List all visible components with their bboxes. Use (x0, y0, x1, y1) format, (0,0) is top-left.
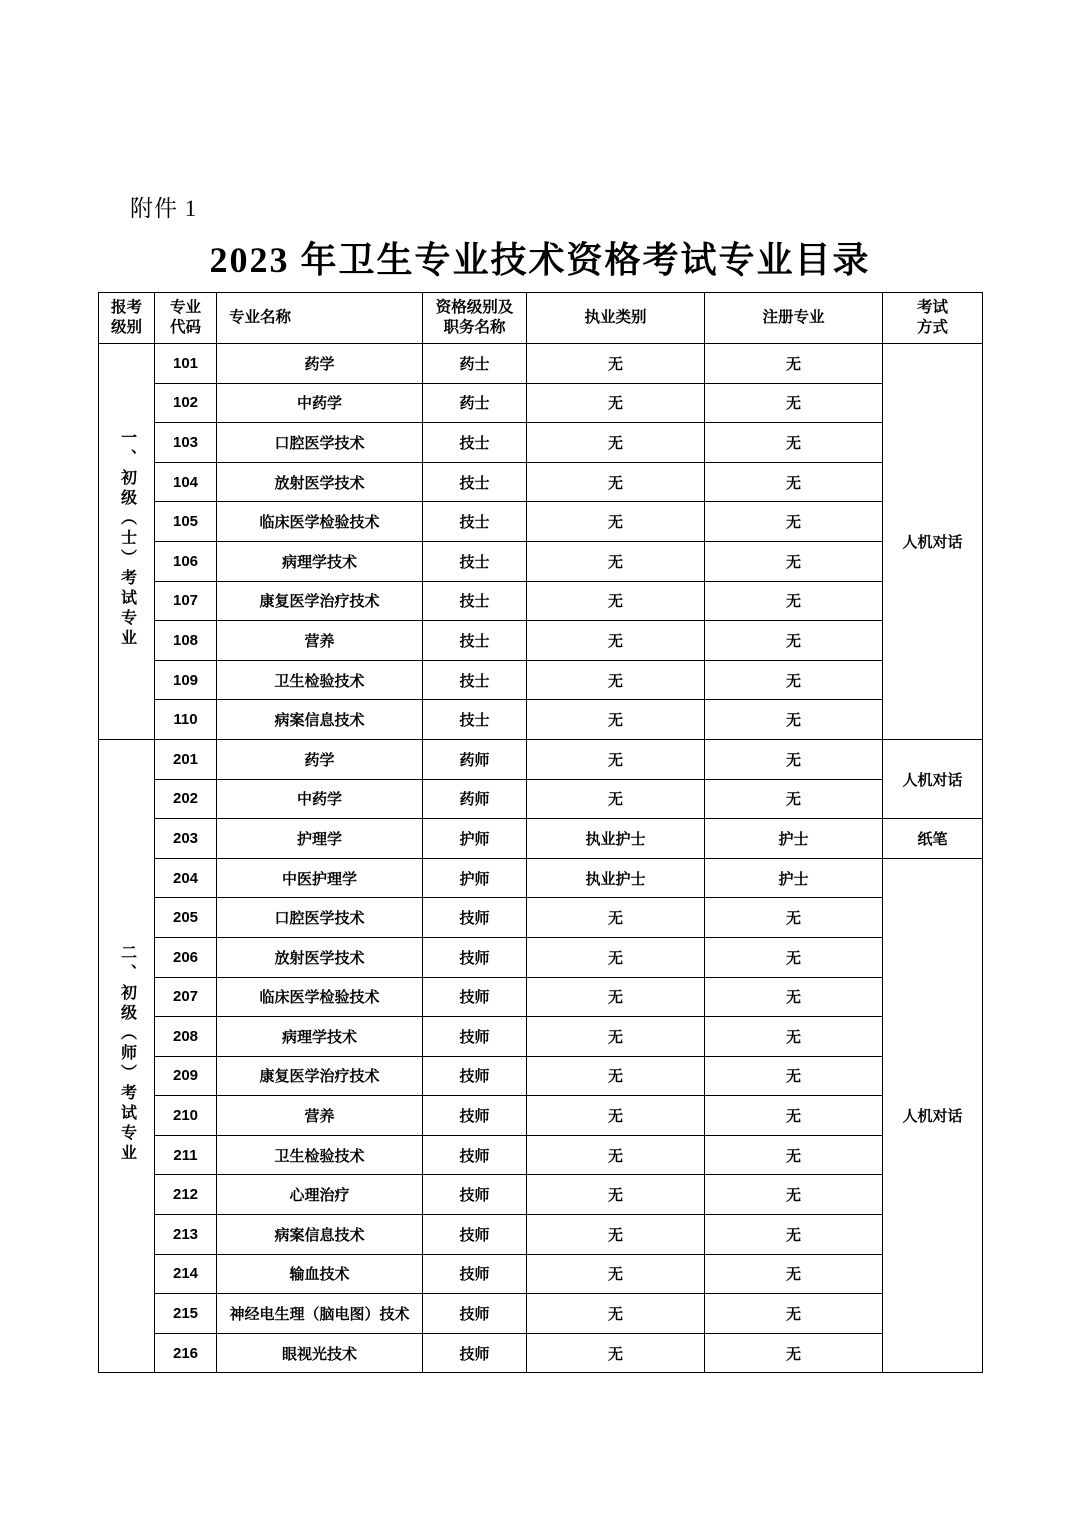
cell-name: 放射医学技术 (217, 462, 423, 502)
column-header-level (99, 293, 155, 344)
cell-grade: 护师 (423, 819, 527, 859)
cell-register: 无 (705, 700, 883, 740)
column-header-register: 注册专业 (705, 293, 883, 344)
cell-grade: 技师 (423, 977, 527, 1017)
table-row (99, 700, 983, 740)
cell-register: 无 (705, 1294, 883, 1334)
cell-grade: 技士 (423, 502, 527, 542)
cell-code: 104 (155, 462, 217, 502)
cell-code: 102 (155, 383, 217, 423)
cell-register: 无 (705, 383, 883, 423)
cell-grade: 技师 (423, 1096, 527, 1136)
column-header-grade (423, 293, 527, 344)
cell-register: 无 (705, 937, 883, 977)
table-row (99, 779, 983, 819)
cell-grade: 药士 (423, 383, 527, 423)
cell-grade: 技士 (423, 423, 527, 463)
cell-grade: 技士 (423, 541, 527, 581)
cell-name: 临床医学检验技术 (217, 977, 423, 1017)
table-row (99, 819, 983, 859)
cell-code: 109 (155, 660, 217, 700)
cell-practice: 无 (527, 462, 705, 502)
cell-practice: 无 (527, 977, 705, 1017)
level-group-cell (99, 739, 155, 1373)
cell-practice: 无 (527, 1294, 705, 1334)
cell-grade: 技师 (423, 1056, 527, 1096)
cell-name: 输血技术 (217, 1254, 423, 1294)
cell-practice: 无 (527, 898, 705, 938)
table-row (99, 1175, 983, 1215)
cell-register: 无 (705, 898, 883, 938)
cell-code: 211 (155, 1135, 217, 1175)
cell-practice: 执业护士 (527, 819, 705, 859)
cell-name: 中药学 (217, 779, 423, 819)
cell-name: 康复医学治疗技术 (217, 1056, 423, 1096)
cell-practice: 无 (527, 1254, 705, 1294)
page-title: 2023 年卫生专业技术资格考试专业目录 (209, 240, 871, 280)
table-row (99, 1215, 983, 1255)
table-row (99, 383, 983, 423)
table-row (99, 1017, 983, 1057)
cell-practice: 无 (527, 700, 705, 740)
cell-practice: 无 (527, 739, 705, 779)
cell-name: 眼视光技术 (217, 1333, 423, 1373)
cell-practice: 无 (527, 383, 705, 423)
column-header-level-line2: 级别 (110, 319, 142, 336)
cell-exam-method: 人机对话 (883, 858, 983, 1373)
table-row (99, 660, 983, 700)
cell-grade: 技师 (423, 1175, 527, 1215)
cell-grade: 技师 (423, 1135, 527, 1175)
cell-name: 神经电生理（脑电图）技术 (217, 1294, 423, 1334)
cell-practice: 无 (527, 1056, 705, 1096)
cell-grade: 药士 (423, 344, 527, 384)
cell-name: 放射医学技术 (217, 937, 423, 977)
table-row (99, 1096, 983, 1136)
cell-code: 206 (155, 937, 217, 977)
cell-name: 营养 (217, 621, 423, 661)
table-row (99, 1294, 983, 1334)
table-row (99, 858, 983, 898)
cell-register: 护士 (705, 819, 883, 859)
table-body (99, 344, 983, 1373)
cell-register: 无 (705, 581, 883, 621)
cell-grade: 技士 (423, 660, 527, 700)
column-header-name: 专业名称 (217, 293, 423, 344)
cell-name: 中药学 (217, 383, 423, 423)
cell-code: 212 (155, 1175, 217, 1215)
cell-code: 208 (155, 1017, 217, 1057)
cell-exam-method: 人机对话 (883, 739, 983, 818)
cell-code: 105 (155, 502, 217, 542)
cell-code: 203 (155, 819, 217, 859)
cell-name: 中医护理学 (217, 858, 423, 898)
cell-code: 101 (155, 344, 217, 384)
cell-grade: 技师 (423, 1254, 527, 1294)
cell-register: 无 (705, 541, 883, 581)
cell-code: 214 (155, 1254, 217, 1294)
attachment-label: 附件 1 (130, 196, 198, 221)
cell-name: 口腔医学技术 (217, 423, 423, 463)
cell-grade: 药师 (423, 779, 527, 819)
cell-grade: 技师 (423, 937, 527, 977)
cell-register: 无 (705, 344, 883, 384)
cell-name: 口腔医学技术 (217, 898, 423, 938)
cell-name: 卫生检验技术 (217, 1135, 423, 1175)
cell-code: 107 (155, 581, 217, 621)
cell-register: 无 (705, 977, 883, 1017)
table-row (99, 581, 983, 621)
cell-code: 106 (155, 541, 217, 581)
table-row (99, 462, 983, 502)
column-header-method (883, 293, 983, 344)
cell-code: 207 (155, 977, 217, 1017)
level-group-cell (99, 344, 155, 740)
cell-code: 215 (155, 1294, 217, 1334)
cell-name: 病理学技术 (217, 541, 423, 581)
cell-code: 205 (155, 898, 217, 938)
cell-code: 209 (155, 1056, 217, 1096)
cell-name: 病案信息技术 (217, 1215, 423, 1255)
cell-code: 204 (155, 858, 217, 898)
column-header-practice: 执业类别 (527, 293, 705, 344)
cell-exam-method: 纸笔 (883, 819, 983, 859)
column-header-method-line1: 考试 (916, 298, 948, 316)
cell-practice: 无 (527, 779, 705, 819)
cell-name: 临床医学检验技术 (217, 502, 423, 542)
table-row (99, 937, 983, 977)
cell-register: 无 (705, 423, 883, 463)
cell-register: 无 (705, 1056, 883, 1096)
cell-register: 护士 (705, 858, 883, 898)
cell-register: 无 (705, 502, 883, 542)
cell-register: 无 (705, 779, 883, 819)
cell-grade: 药师 (423, 739, 527, 779)
column-header-code-line1: 专业 (169, 298, 201, 316)
table-row (99, 1254, 983, 1294)
cell-register: 无 (705, 462, 883, 502)
cell-register: 无 (705, 1175, 883, 1215)
cell-grade: 护师 (423, 858, 527, 898)
cell-grade: 技士 (423, 462, 527, 502)
cell-name: 营养 (217, 1096, 423, 1136)
cell-practice: 无 (527, 1135, 705, 1175)
cell-grade: 技士 (423, 581, 527, 621)
table-header-row (99, 293, 983, 344)
table-header (99, 293, 983, 344)
cell-register: 无 (705, 1017, 883, 1057)
cell-code: 103 (155, 423, 217, 463)
cell-practice: 无 (527, 621, 705, 661)
cell-practice: 无 (527, 1175, 705, 1215)
cell-register: 无 (705, 1215, 883, 1255)
table-row (99, 739, 983, 779)
catalog-table (98, 292, 983, 1373)
cell-code: 213 (155, 1215, 217, 1255)
cell-register: 无 (705, 621, 883, 661)
cell-practice: 无 (527, 1096, 705, 1136)
cell-register: 无 (705, 1096, 883, 1136)
table-row (99, 1135, 983, 1175)
cell-practice: 无 (527, 660, 705, 700)
cell-name: 病案信息技术 (217, 700, 423, 740)
cell-name: 卫生检验技术 (217, 660, 423, 700)
cell-grade: 技师 (423, 1294, 527, 1334)
cell-code: 202 (155, 779, 217, 819)
cell-practice: 无 (527, 1215, 705, 1255)
cell-name: 病理学技术 (217, 1017, 423, 1057)
cell-name: 药学 (217, 344, 423, 384)
cell-code: 201 (155, 739, 217, 779)
cell-register: 无 (705, 1254, 883, 1294)
table-row (99, 1056, 983, 1096)
table-row (99, 423, 983, 463)
cell-practice: 无 (527, 1017, 705, 1057)
column-header-grade-line1: 资格级别及 (435, 298, 514, 316)
cell-exam-method: 人机对话 (883, 344, 983, 740)
column-header-level-line1: 报考 (110, 298, 142, 316)
cell-code: 210 (155, 1096, 217, 1136)
level-group-label: 一、初级（士）考试专业 (118, 429, 136, 650)
table-row (99, 541, 983, 581)
cell-practice: 无 (527, 344, 705, 384)
table-row (99, 502, 983, 542)
cell-grade: 技士 (423, 700, 527, 740)
cell-practice: 无 (527, 502, 705, 542)
cell-practice: 无 (527, 937, 705, 977)
cell-practice: 执业护士 (527, 858, 705, 898)
table-row (99, 621, 983, 661)
column-header-grade-line2: 职务名称 (443, 319, 506, 336)
cell-practice: 无 (527, 581, 705, 621)
table-row (99, 344, 983, 384)
cell-code: 216 (155, 1333, 217, 1373)
cell-code: 110 (155, 700, 217, 740)
level-group-label: 二、初级（师）考试专业 (118, 944, 136, 1165)
cell-name: 康复医学治疗技术 (217, 581, 423, 621)
cell-name: 药学 (217, 739, 423, 779)
column-header-code (155, 293, 217, 344)
table-row (99, 1333, 983, 1373)
cell-register: 无 (705, 739, 883, 779)
cell-practice: 无 (527, 541, 705, 581)
catalog-table-container (98, 292, 982, 1373)
cell-register: 无 (705, 1333, 883, 1373)
cell-code: 108 (155, 621, 217, 661)
column-header-code-line2: 代码 (169, 319, 201, 336)
column-header-method-line2: 方式 (916, 319, 948, 336)
cell-grade: 技师 (423, 1215, 527, 1255)
cell-practice: 无 (527, 423, 705, 463)
cell-name: 心理治疗 (217, 1175, 423, 1215)
cell-name: 护理学 (217, 819, 423, 859)
cell-grade: 技师 (423, 1333, 527, 1373)
cell-grade: 技师 (423, 1017, 527, 1057)
cell-register: 无 (705, 1135, 883, 1175)
cell-grade: 技师 (423, 898, 527, 938)
cell-register: 无 (705, 660, 883, 700)
table-row (99, 898, 983, 938)
cell-grade: 技士 (423, 621, 527, 661)
cell-practice: 无 (527, 1333, 705, 1373)
table-row (99, 977, 983, 1017)
